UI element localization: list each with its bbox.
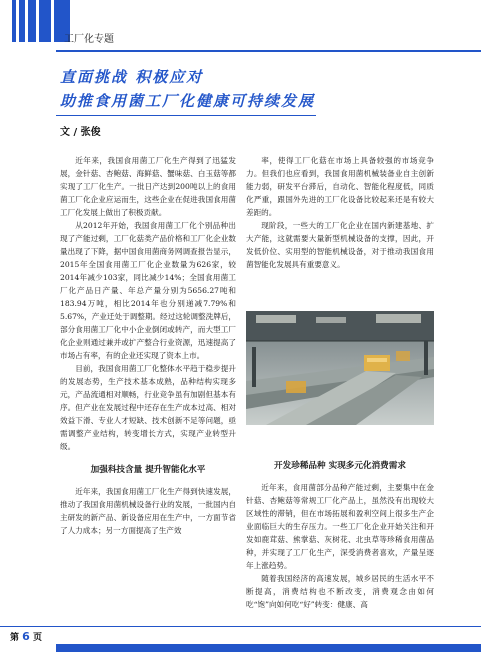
title-underline	[56, 115, 316, 116]
factory-conveyor-photo	[246, 311, 434, 425]
page-number-value: 6	[22, 630, 30, 643]
body-paragraph: 从2012年开始，我国食用菌工厂化个别品种出现了产能过剩，工厂化菇类产品价格和工厂化企业数量出现了下降，据中国食用菌商务网调查报告显示，2015年全国食用菌工厂化企业数量为626家，较2014年减少103家，同比减少14%；全国食用菌工厂化产品日产量、年总产量分别为5656.27吨和183.94万吨，相比2014年也分别递减7.79%和5.67%，产业迁处于调整期。经过这轮调整洗牌后，部分食用菌工厂化中小企业倒闭或转产，而大型工厂化企业则通过兼并或扩产整合行业资源，迅速提高了市场占有率，有的企业还实现了资本上市。	[60, 221, 236, 360]
header-rule	[56, 50, 481, 52]
body-paragraph: 近年来，我国食用菌工厂化生产得到了迅猛发展，金针菇、杏鲍菇、海鲜菇、蟹味菇、白玉菇等都实现了工厂化生产。一批日产达到200吨以上的食用菌工厂化企业应运而生，这些企业在促进我国食用菌工厂化发展上做出了积极贡献。	[60, 156, 236, 217]
article-title-line-2: 助推食用菌工厂化健康可持续发展	[60, 92, 316, 110]
left-column	[60, 154, 236, 537]
footer-rule	[0, 626, 481, 627]
body-paragraph: 率，使得工厂化菇在市场上具备较强的市场竞争力。但我们也应看到，我国食用菌机械装备业自主创新能力弱，研发平台滞后，自动化、智能化程度低，同质化严重，跟国外先进的工厂化设备比较起来还是有较大差距的。	[246, 156, 434, 217]
page-prefix: 第	[10, 633, 20, 643]
body-paragraph: 现阶段，一些大的工厂化企业在国内新建基地、扩大产能，这就需要大量新型机械设备的支撑，因此，开发低价位、实用型的智能机械设备，对于推动我国食用菌智能化发展具有重要意义。	[246, 221, 434, 269]
body-paragraph: 近年来，我国食用菌工厂化生产得到快速发展，推动了我国食用菌机械设备行业的发展，一批国内自主研发的新产品、新设备应用在生产中，一方面节省了人力成本；另一方面提高了生产效	[60, 487, 236, 535]
page-suffix: 页	[32, 633, 42, 643]
header-stripes	[12, 0, 70, 42]
footer-bar	[56, 644, 481, 652]
right-column-bottom	[246, 459, 434, 611]
author-byline: 文 / 张俊	[60, 127, 101, 138]
article-title-line-1: 直面挑战 积极应对	[60, 68, 204, 86]
stripe	[28, 0, 36, 42]
section-heading: 加强科技含量 提升智能化水平	[90, 465, 206, 475]
stripe	[12, 0, 16, 42]
right-column-top	[246, 154, 434, 271]
stripe	[39, 0, 51, 42]
body-paragraph: 随着我国经济的高速发展，城乡居民的生活水平不断提高，消费结构也不断改变，消费观念由如何吃“饱”向如何吃“好”转变：健康、高	[246, 574, 434, 609]
section-label: 工厂化专题	[64, 34, 114, 45]
body-paragraph: 目前，我国食用菌工厂化整体水平趋于稳步提升的发展态势，生产技术基本成熟，品种结构实现多元，产品流通相对顺畅，行业竞争虽有加剧但基本有序。但产业在发展过程中还存在生产成本过高、相对效益下滑、专业人才短缺、技术创新不足等问题，亟需调整产业结构，转变增长方式，实现产业转型升级。	[60, 364, 236, 451]
stripe	[19, 0, 25, 42]
section-heading: 开发珍稀品种 实现多元化消费需求	[274, 461, 406, 471]
body-paragraph: 近年来，食用菌部分品种产能过剩，主要集中在金针菇、杏鲍菇等常规工厂化产品上，虽然没有出现较大区域性的滞销，但在市场拓展和盈利空间上很多生产企业面临巨大的生存压力。一些工厂化企业开始关注和开发如鹿茸菇、熊掌菇、灰树花、北虫草等珍稀食用菌品种，并实现了工厂化生产，深受消费者喜欢，产量呈逐年上涨趋势。	[246, 483, 434, 570]
factory-photo-illustration	[246, 311, 434, 425]
page-number	[10, 630, 42, 643]
